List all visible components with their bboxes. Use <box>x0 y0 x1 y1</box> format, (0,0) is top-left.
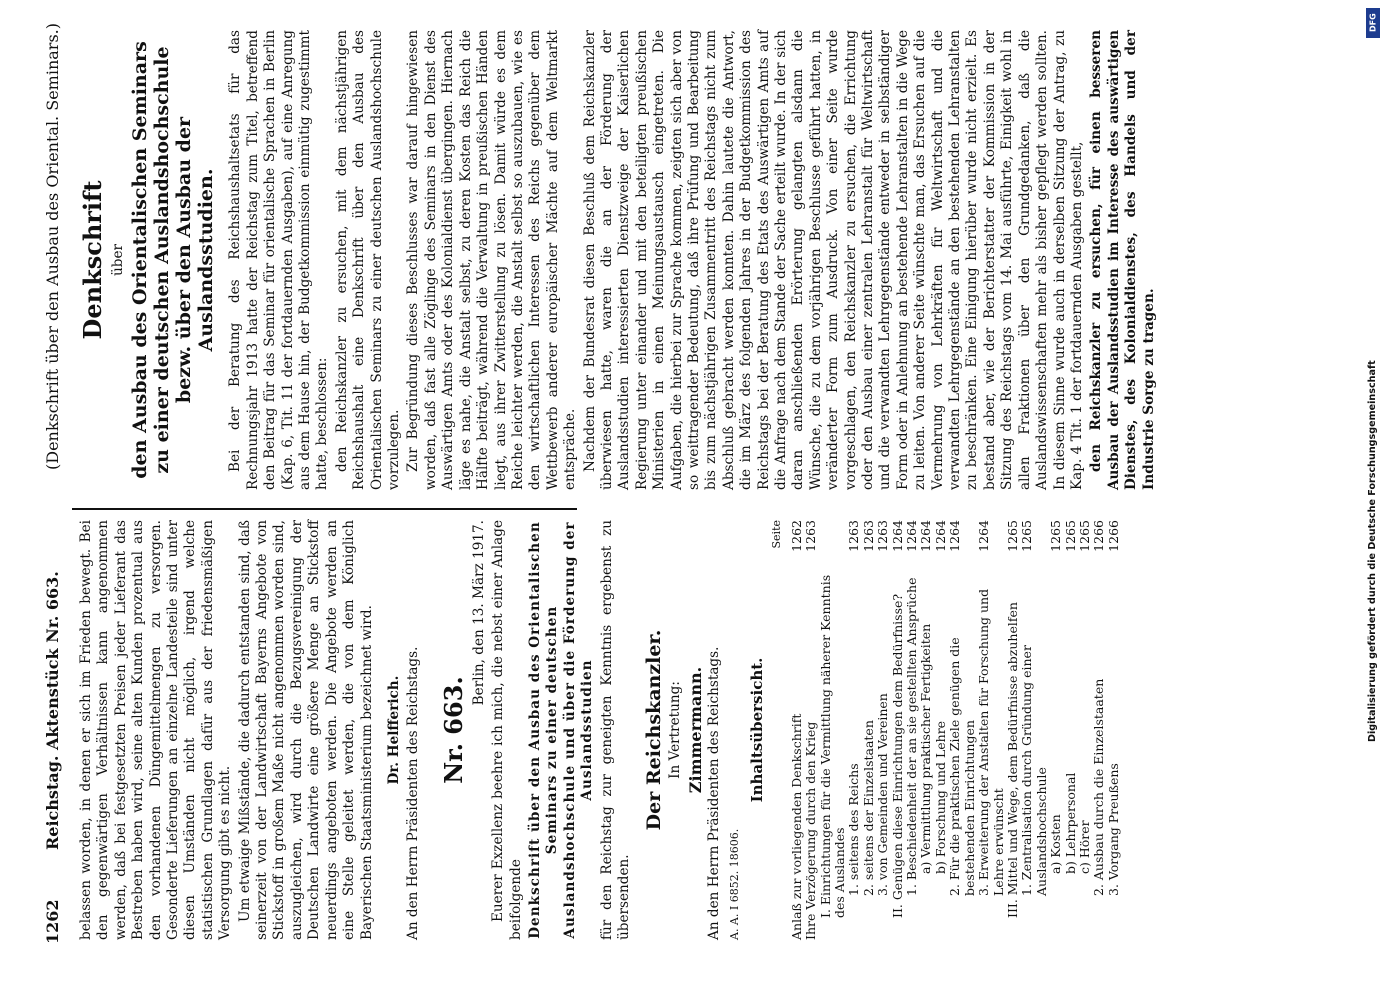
document-number: Nr. 663. <box>438 676 468 784</box>
date-line: Berlin, den 13. März 1917. <box>470 520 487 706</box>
toc-entry-page: 1263 <box>803 520 819 552</box>
toc-entry-page: 1263 <box>846 520 862 552</box>
quoted-resolution: den Reichskanzler zu ersuchen, mit dem nächstjährigen Reichshaushalt eine Denkschrift über den Ausbau des Orientalischen Seminars zu einer deutschen Auslandshochschule vorzulegen. <box>333 30 403 490</box>
toc-row <box>1092 520 1106 940</box>
toc-row <box>862 520 876 940</box>
toc-entry-page: 1262 <box>788 520 804 552</box>
toc-entry-text: a) Vermittlung praktischer Fertigkeiten <box>918 623 934 874</box>
file-ref-1: A. A. I 6852. <box>727 870 741 940</box>
toc-entry-text: 3. Erweiterung der Anstalten für Forschung und Lehre erwünscht <box>976 588 1006 896</box>
toc-entry-text: 1. Zentralisation durch Gründung einer Auslandshochschule <box>1019 645 1049 896</box>
proxy-note: In Vertretung: <box>667 681 684 779</box>
column-divider <box>72 508 577 510</box>
toc-row <box>1064 520 1078 940</box>
toc-entry-page: 1266 <box>1105 520 1121 552</box>
dfg-logo: DFG <box>1366 8 1380 38</box>
toc-entry-page: 1265 <box>1048 520 1064 552</box>
running-title: Reichstag. Aktenstück Nr. 663. <box>43 571 62 850</box>
file-reference <box>726 520 743 940</box>
paragraph: Bei der Beratung des Reichshaushaltsetats für das Rechnungsjahr 1913 hatte der Reichstag zum Titel, betreffend den Beitrag für das Seminar für orientalische Sprachen in Berlin (Kap. 6, Tit. 11 der fortdauernden Ausgaben), auf eine Anregung aus dem Hause hin, der Budgetkommission einmütig zugestimmt hatte, beschlossen: <box>227 30 331 490</box>
toc-row <box>1020 520 1049 940</box>
rotated-page <box>42 25 1354 950</box>
toc-row <box>1049 520 1063 940</box>
toc-entry-text: II. Genügen diese Einrichtungen dem Bedürfnisse? <box>889 593 905 918</box>
toc-entry-text: 1. seitens des Reichs <box>846 763 862 896</box>
toc-row <box>977 520 1006 940</box>
toc-row <box>1078 520 1092 940</box>
toc-entry-page: 1264 <box>947 520 963 552</box>
toc-row <box>891 520 905 940</box>
toc-entry-page: 1265 <box>1019 520 1035 552</box>
page-number: 1262 <box>43 899 62 944</box>
paragraph: belassen worden, in denen er sich im Frieden bewegt. Bei den gegenwärtigen Verhältnissen kann angenommen werden, daß bei festgesetzten Preisen jeder Lieferant das Bestreben haben wird, seine alten Kunden prozentual aus den vorhandenen Düngemittelmengen zu versorgen. Gesonderte Lieferungen an einzelne Landesteile sind unter diesen Umständen nicht möglich, irgend welche statistischen Grundlagen dafür aus der friedensmäßigen Versorgung gibt es nicht. <box>78 520 234 940</box>
toc-entry-page: 1263 <box>860 520 876 552</box>
toc-row <box>919 520 933 940</box>
toc-entry-text: c) Hörer <box>1076 820 1092 874</box>
memorandum-title: Denkschrift <box>78 180 107 340</box>
toc-row <box>847 520 861 940</box>
left-column <box>78 520 1121 940</box>
toc-entry-page: 1266 <box>1091 520 1107 552</box>
letter-intro: Euerer Exzellenz beehre ich mich, die nebst einer Anlage beifolgende <box>490 520 524 940</box>
table-of-contents <box>790 520 1121 940</box>
toc-entry-page: 1264 <box>976 520 992 552</box>
letter-title: Denkschrift über den Ausbau des Orientalischen Seminars zu einer deutschen Auslandshochschule und über die Förderung der Auslandsstudien <box>526 521 596 939</box>
toc-entry-page: 1264 <box>932 520 948 552</box>
toc-entry-page: 1264 <box>889 520 905 552</box>
toc-row <box>905 520 919 940</box>
toc-row <box>790 520 804 940</box>
addressee: An den Herrn Präsidenten des Reichstags. <box>405 646 422 940</box>
toc-entry-text: III. Mittel und Wege, dem Bedürfnisse abzuhelfen <box>1004 602 1020 918</box>
toc-entry-text: 2. Für die praktischen Ziele genügen die bestehenden Einrichtungen <box>947 637 977 896</box>
toc-row <box>934 520 948 940</box>
digitization-credit: Digitalisierung gefördert durch die Deutsche Forschungsgemeinschaft <box>1367 360 1378 742</box>
toc-entry-page <box>819 520 848 562</box>
toc-entry-text: 1. Beschiedenheit der an sie gestellten Ansprüche <box>904 577 920 896</box>
signature-zimmermann: Zimmermann. <box>685 666 705 794</box>
toc-title: Inhaltsübersicht. <box>748 657 766 803</box>
toc-entry-text: 2. Ausbau durch die Einzelstaaten <box>1091 678 1107 896</box>
toc-entry-page: 1263 <box>875 520 891 552</box>
toc-page-label-row <box>768 520 785 940</box>
toc-entry-text: b) Forschung und Lehre <box>932 720 948 874</box>
toc-row <box>819 520 848 940</box>
paragraph: Um etwaige Mißstände, die dadurch entstanden sind, daß seinerzeit von der Landwirtschaft Bayerns Angebote von Stickstoff in großem Maße nicht angenommen worden sind, auszugleichen, wird durch die Bezugsvereinigung der Deutschen Landwirte eine größere Menge an Stickstoff neuerdings angeboten werden. Die Angebote werden an eine Stelle geleitet werden, die von dem Königlich Bayerischen Staatsministerium bezeichnet wird. <box>236 520 375 940</box>
memorandum-title-sub: über <box>110 244 126 276</box>
toc-entry-text: b) Lehrpersonal <box>1062 772 1078 874</box>
toc-entry-text: I. Einrichtungen für die Vermittlung näherer Kenntnis des Auslandes <box>817 574 848 918</box>
toc-entry-page: 1265 <box>1076 520 1092 552</box>
toc-entry-text: 2. seitens der Einzelstaaten <box>860 720 876 896</box>
toc-page-label: Seite <box>770 520 784 549</box>
toc-entry-text: Anlaß zur vorliegenden Denkschrift <box>788 713 804 940</box>
file-ref-2: 18606. <box>727 828 741 868</box>
toc-entry-page: 1264 <box>904 520 920 552</box>
toc-entry-text: a) Kosten <box>1048 814 1064 874</box>
toc-row <box>1107 520 1121 940</box>
addressee: An den Herrn Präsidenten des Reichstags. <box>706 646 723 940</box>
toc-entry-text: Ihre Verzögerung durch den Krieg <box>803 721 819 940</box>
paragraph: Nachdem der Bundesrat diesen Beschluß dem Reichskanzler überwiesen hatte, waren die an der Förderung der Auslandsstudien interessierten Dienstzweige der Kaiserlichen Regierung unter einander und mit den beteiligten preußischen Ministerien in einen Meinungsaustausch eingetreten. Die Aufgaben, die hierbei zur Sprache kommen, zeigten sich aber von so weittragender Bedeutung, daß ihre Prüfung und Bearbeitung bis zum nächstjährigen Zusammentritt des Reichstags nicht zum Abschluß gebracht werden konnten. Dahin lautete die Antwort, die im März des folgenden Jahres in der Budgetkommission des Reichstags bei der Beratung des Etats des Auswärtigen Amts auf die Anfrage nach dem Stande der Sache erteilt wurde. In der sich daran anschließenden Erörterung gelangten alsdann die Wünsche, die zu dem vorjährigen Beschlusse geführt hatten, in veränderter Form zum Ausdruck. Von einer Seite wurde vorgeschlagen, den Reichskanzler zu ersuchen, die Errichtung oder den Ausbau einer zentralen Lehranstalt für Weltwirtschaft und die verwandten Lehrgegenstände entweder in selbständiger Form oder in Anlehnung an bestehende Lehranstalten in die Wege zu leiten. Von anderer Seite wünschte man, das Ersuchen auf die Vermehrung von Lehrkräften für Weltwirtschaft und die verwandten Lehrgegenstände an den bestehenden Lehranstalten zu beschränken. Eine Einigung hierüber wurde nicht erzielt. Es bestand aber, wie der Berichterstatter der Kommission in der Sitzung des Reichstags vom 14. Mai ausführte, Einigkeit wohl in allen Fraktionen über den Grundgedanken, daß die Auslandswissenschaften mehr als bisher gepflegt werden sollten. In diesem Sinne wurde auch in derselben Sitzung der Antrag, zu Kap. 4 Tit. 1 der fortdauernden Ausgaben gestellt, <box>581 30 1085 490</box>
toc-row <box>948 520 977 940</box>
toc-row <box>1006 520 1020 940</box>
page-header <box>42 25 68 950</box>
running-subtitle: (Denkschrift über den Ausbau des Oriental. Seminars.) <box>43 23 62 470</box>
toc-entry-text: 3. von Gemeinden und Vereinen <box>875 693 891 896</box>
toc-entry-page: 1265 <box>1004 520 1020 552</box>
quoted-resolution: den Reichskanzler zu ersuchen, für einen besseren Ausbau der Auslandsstudien im Interesse des auswärtigen Dienstes, des Kolonialdienstes, des Handels und der Industrie Sorge zu tragen. <box>1088 30 1157 490</box>
toc-entry-page: 1265 <box>1062 520 1078 552</box>
toc-row <box>876 520 890 940</box>
toc-row <box>804 520 818 940</box>
toc-entry-text: 3. Vorgang Preußens <box>1105 763 1121 896</box>
paragraph: Zur Begründung dieses Beschlusses war darauf hingewiesen worden, daß fast alle Zöglinge des Seminars in den Dienst des Auswärtigen Amts oder des Kolonialdienst übergingen. Hiernach läge es nahe, die Anstalt selbst, zu deren Kosten das Reich die Hälfte beiträgt, während die Verwaltung in preußischen Händen liegt, aus ihrer Zwitterstellung zu lösen. Damit würde es dem Reiche leichter werden, die Anstalt selbst so auszubauen, wie es den wirtschaftlichen Interessen des Reichs gegenüber dem Wettbewerb anderer europäischer Mächte auf dem Weltmarkt entspräche. <box>405 30 579 490</box>
signature-helfferich: Dr. Helfferich. <box>385 675 402 785</box>
letter-end: für den Reichstag zur geneigten Kenntnis ergebenst zu übersenden. <box>598 520 632 940</box>
right-column <box>78 30 1160 490</box>
sender: Der Reichskanzler. <box>643 629 666 831</box>
toc-entry-page: 1264 <box>918 520 934 552</box>
memorandum-subtitle: den Ausbau des Orientalischen Seminars zu einer deutschen Auslandshochschule bezw. über den Ausbau der Auslandsstudien. <box>129 41 218 479</box>
